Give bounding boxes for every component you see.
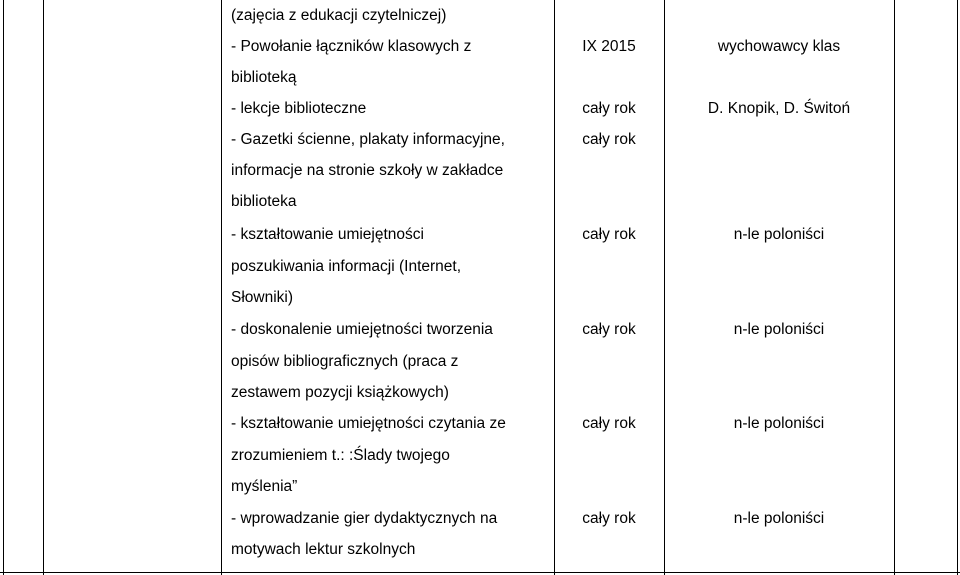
responsible-cell: D. Knopik, D. Świtoń xyxy=(707,100,851,117)
activity-cell: zestawem pozycji książkowych) xyxy=(231,384,449,401)
responsible-cell xyxy=(665,346,893,377)
date-cell xyxy=(555,186,663,217)
activity-cell: - wprowadzanie gier dydaktycznych na xyxy=(231,510,498,527)
responsible-cell: wychowawcy klas xyxy=(717,38,841,55)
table-row xyxy=(0,93,960,124)
table-row xyxy=(0,534,960,565)
date-cell xyxy=(555,251,663,282)
activity-cell: zrozumieniem t.: :Ślady twojego xyxy=(231,447,450,464)
activity-cell: poszukiwania informacji (Internet, xyxy=(231,258,462,275)
responsible-cell: n-le poloniści xyxy=(733,415,825,432)
date-cell: cały rok xyxy=(582,226,636,243)
date-cell: cały rok xyxy=(582,415,636,432)
activity-cell: - Powołanie łączników klasowych z xyxy=(231,38,472,55)
table-row xyxy=(0,219,960,250)
date-cell: cały rok xyxy=(582,510,636,527)
date-cell: cały rok xyxy=(582,100,636,117)
responsible-cell: n-le poloniści xyxy=(733,226,825,243)
date-cell xyxy=(555,440,663,471)
responsible-cell xyxy=(665,440,893,471)
responsible-cell xyxy=(665,0,893,31)
table-row xyxy=(0,155,960,186)
activity-cell: - kształtowanie umiejętności czytania ze xyxy=(231,415,506,432)
table-row xyxy=(0,0,960,31)
date-cell xyxy=(555,62,663,93)
activity-cell: - lekcje biblioteczne xyxy=(231,100,367,117)
responsible-cell xyxy=(665,251,893,282)
table-row xyxy=(0,471,960,502)
activity-cell: - kształtowanie umiejętności xyxy=(231,226,424,243)
table-row xyxy=(0,346,960,377)
activity-cell: Słowniki) xyxy=(231,289,294,306)
activity-cell: (zajęcia z edukacji czytelniczej) xyxy=(231,7,447,24)
responsible-cell xyxy=(665,471,893,502)
table-row xyxy=(0,440,960,471)
table-row xyxy=(0,408,960,439)
responsible-cell xyxy=(665,282,893,313)
date-cell xyxy=(555,155,663,186)
date-cell xyxy=(555,377,663,408)
table-row xyxy=(0,282,960,313)
date-cell xyxy=(555,534,663,565)
responsible-cell xyxy=(665,124,893,155)
date-cell: IX 2015 xyxy=(582,38,636,55)
table-row xyxy=(0,503,960,534)
date-cell: cały rok xyxy=(582,131,636,148)
activity-cell: biblioteka xyxy=(231,193,297,210)
responsible-cell: n-le poloniści xyxy=(733,321,825,338)
table-row xyxy=(0,31,960,62)
responsible-cell xyxy=(665,534,893,565)
table-border-bottom xyxy=(0,572,960,573)
date-cell: cały rok xyxy=(582,321,636,338)
date-cell xyxy=(555,0,663,31)
responsible-cell xyxy=(665,62,893,93)
responsible-cell xyxy=(665,155,893,186)
table-row xyxy=(0,124,960,155)
activity-cell: informacje na stronie szkoły w zakładce xyxy=(231,162,504,179)
activity-cell: motywach lektur szkolnych xyxy=(231,541,416,558)
responsible-cell xyxy=(665,186,893,217)
table-row xyxy=(0,314,960,345)
activity-cell: - Gazetki ścienne, plakaty informacyjne, xyxy=(231,131,505,148)
activity-cell: biblioteką xyxy=(231,69,297,86)
table-row xyxy=(0,377,960,408)
activity-cell: - doskonalenie umiejętności tworzenia xyxy=(231,321,493,338)
responsible-cell xyxy=(665,377,893,408)
activity-cell: myślenia” xyxy=(231,478,298,495)
table-row xyxy=(0,186,960,217)
date-cell xyxy=(555,471,663,502)
date-cell xyxy=(555,346,663,377)
responsible-cell: n-le poloniści xyxy=(733,510,825,527)
date-cell xyxy=(555,282,663,313)
table-row xyxy=(0,62,960,93)
activity-cell: opisów bibliograficznych (praca z xyxy=(231,353,459,370)
table-row xyxy=(0,251,960,282)
